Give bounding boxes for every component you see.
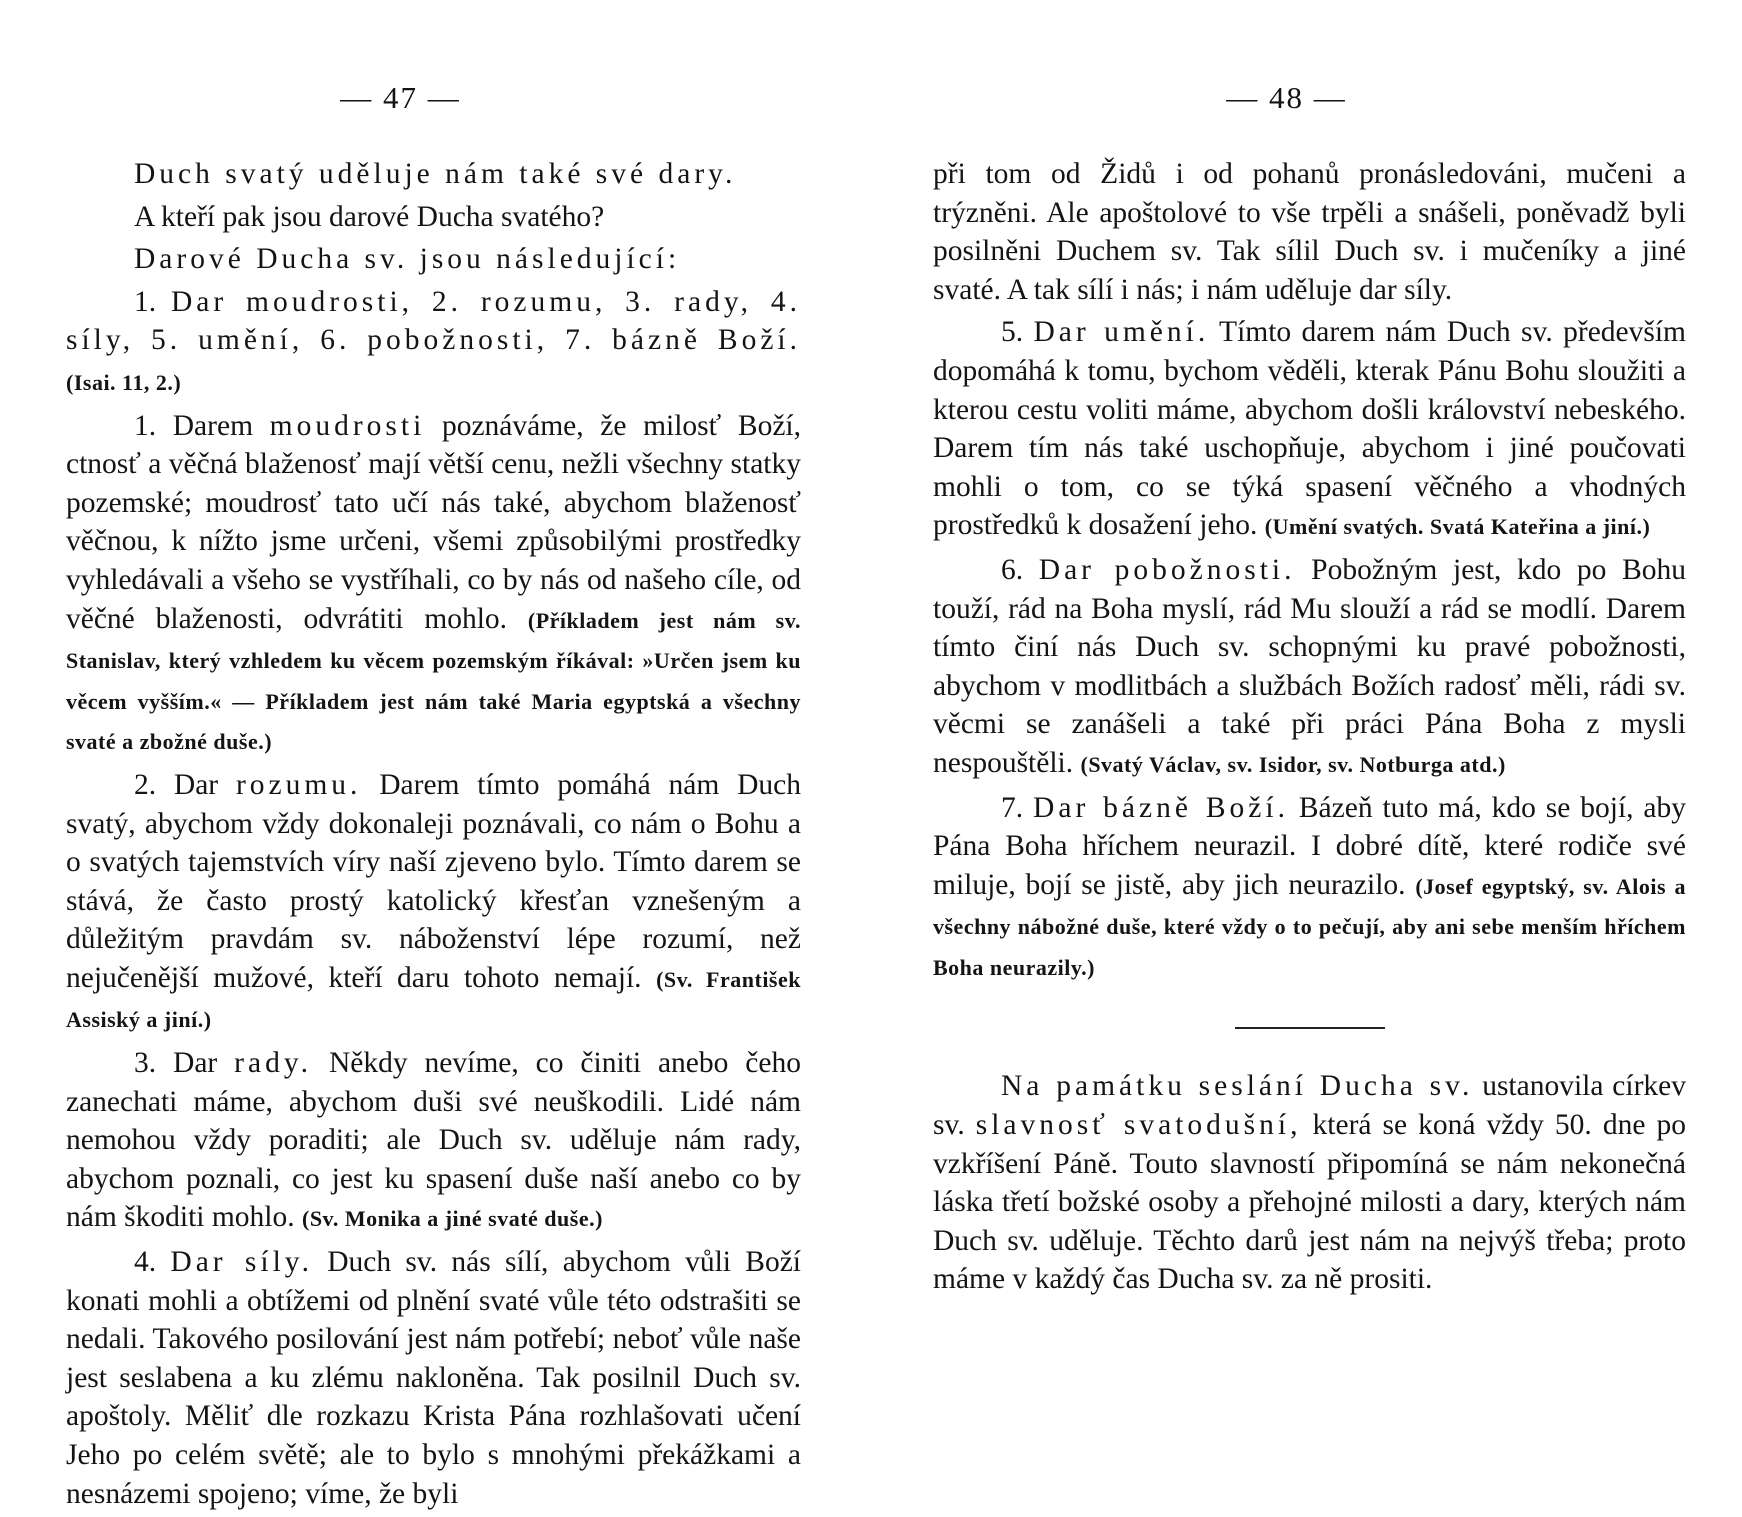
paragraph	[933, 313, 1686, 547]
text-run: 1.	[134, 285, 171, 318]
paragraph	[66, 1243, 801, 1513]
text-run: Tímto darem nám Duch sv. především dopomáhá k tomu, bychom věděli, kterak Pánu Bohu sloužiti a kterou cestu voliti máme, abychom došli království nebeského. Darem tím nás také uschopňuje, abychom i jiné poučovati mohli o tom, co se týká spasení věčného a vhodných prostředků k dosažení jeho.	[933, 316, 1686, 542]
spaced-term: Duch svatý uděluje nám také své dary.	[134, 158, 737, 190]
page-number-right: — 48 —	[1226, 80, 1347, 115]
text-run: která se koná vždy 50. dne po vzkříšení Páně. Touto slavností připomíná se nám nekonečná láska třetí božské osoby a přehojné milosti a dary, kterých nám Duch sv. uděluje. Těchto darů jest nám na nejvýš třeba; proto máme v každý čas Ducha sv. za ně prositi.	[933, 1109, 1686, 1296]
text-run: ustanovila církev sv.	[933, 1070, 1686, 1142]
text-run: poznáváme, že milosť Boží, ctnosť a věčná blaženosť mají větší cenu, nežli všechny statky pozemské; moudrosť tato učí nás také, abychom blaženosť věčnou, k nížto jsme určeni, všemi způsobilými prostředky vyhledávali a všeho se vystříhali, co by nás od našeho cíle, od věčné blaženosti, odvrátiti mohlo.	[66, 409, 801, 635]
spaced-term: rady.	[234, 1047, 313, 1080]
left-page-body	[66, 155, 801, 1517]
paragraph	[66, 766, 801, 1040]
example-note: (Josef egyptský, sv. Alois a všechny nábožné duše, které vždy o to pečují, aby ani sebe menším hříchem Boha neurazily.)	[933, 873, 1686, 980]
paragraph	[66, 155, 801, 194]
spaced-term: Na památku seslání Ducha sv.	[1001, 1070, 1474, 1103]
text-run: Pobožným jest, kdo po Bohu touží, rád na Boha myslí, rád Mu slouží a rád se modlí. Darem tímto činí nás Duch sv. schopnými ku pravé pobožnosti, abychom v modlitbách a službách Božích radosť měli, rádi sv. věcmi se zanášeli a také při práci Pána Boha z mysli nespouštěli.	[933, 553, 1686, 779]
paragraph	[66, 1044, 801, 1239]
paragraph	[66, 198, 801, 237]
text-run: Někdy nevíme, co činiti anebo čeho zanechati máme, abychom duši své neuškodili. Lidé nám nemohou vždy poraditi; ale Duch sv. uděluje nám rady, abychom poznali, co jest ku spasení duše naší anebo co by nám škoditi mohlo.	[66, 1047, 801, 1234]
paragraph	[66, 283, 801, 403]
spaced-term: moudrosti	[269, 409, 426, 442]
example-note: (Svatý Václav, sv. Isidor, sv. Notburga atd.)	[1080, 751, 1506, 777]
text-run: Bázeň tuto má, kdo se bojí, aby Pána Boha hříchem neurazil. I dobré dítě, které rodiče své miluje, bojí se jistě, aby jich neurazilo.	[933, 791, 1687, 901]
text-run: 7.	[1001, 791, 1034, 824]
spaced-term: Dar umění.	[1033, 316, 1210, 349]
text-run: 3. Dar	[134, 1047, 235, 1080]
text-run: 2. Dar	[134, 768, 236, 801]
spaced-term: slavnosť svatodušní,	[975, 1109, 1302, 1142]
text-run: 6.	[1001, 553, 1039, 586]
spaced-term: Dar síly.	[170, 1246, 313, 1279]
right-page-body	[933, 155, 1686, 1303]
paragraph	[933, 789, 1686, 988]
text-run: Darem tímto pomáhá nám Duch svatý, abychom vždy dokonaleji poznávali, co nám o Bohu a o svatých tajemstvích víry naší zjeveno bylo. Tímto darem se stává, že často prostý katolický křesťan vznešeným a důležitým pravdám sv. náboženství lépe rozumí, než nejučenější mužové, kteří daru tohoto nemají.	[66, 768, 801, 994]
text-run: 4.	[134, 1246, 171, 1279]
spaced-term: Dar moudrosti, 2. rozumu, 3. rady, 4. síly, 5. umění, 6. pobožnosti, 7. bázně Boží.	[66, 285, 801, 357]
paragraph	[933, 155, 1686, 309]
spaced-term: Darové Ducha sv. jsou následující:	[134, 243, 681, 276]
example-note: (Příkladem jest nám sv. Stanislav, který vzhledem ku věcem pozemským říkával: »Určen jsem ku věcem vyšším.« — Příkladem jest nám také Maria egyptská a všechny svaté a zbožné duše.)	[66, 607, 801, 755]
example-note: (Umění svatých. Svatá Kateřina a jiní.)	[1264, 514, 1651, 540]
paragraph	[933, 1067, 1686, 1299]
spaced-term: Dar bázně Boží.	[1033, 791, 1289, 824]
right-page	[871, 0, 1742, 1500]
text-run: při tom od Židů i od pohanů pronásledováni, mučeni a trýzněni. Ale apoštolové to vše trpěli a snášeli, poněvadž byli posilněni Duchem sv. Tak sílil Duch sv. i mučeníky a jiné svaté. A tak sílí i nás; i nám uděluje dar síly.	[933, 158, 1686, 306]
spaced-term: rozumu.	[235, 768, 362, 801]
paragraph	[933, 551, 1686, 785]
example-note: (Isai. 11, 2.)	[66, 369, 182, 395]
spaced-term: Dar pobožnosti.	[1038, 553, 1296, 586]
text-run: 5.	[1001, 316, 1034, 349]
text-run: A kteří pak jsou darové Ducha svatého?	[134, 200, 605, 233]
example-note: (Sv. František Assiský a jiní.)	[66, 966, 801, 1033]
paragraph	[66, 407, 801, 762]
example-note: (Sv. Monika a jiné svaté duše.)	[302, 1206, 603, 1232]
section-divider	[1235, 1027, 1385, 1029]
page-number-left: — 47 —	[340, 80, 461, 115]
paragraph	[66, 240, 801, 279]
text-run: Duch sv. nás sílí, abychom vůli Boží konati mohli a obtížemi od plnění svaté vůle této odstrašiti se nedali. Takového posilování jest nám potřebí; neboť vůle naše jest seslabena a ku zlému nakloněna. Tak posilnil Duch sv. apoštoly. Měliť dle rozkazu Krista Pána rozhlašovati učení Jeho po celém světě; ale to bylo s mnohými překážkami a nesnázemi spojeno; víme, že byli	[66, 1246, 801, 1510]
text-run: 1. Darem	[134, 409, 270, 442]
left-page	[0, 0, 871, 1510]
